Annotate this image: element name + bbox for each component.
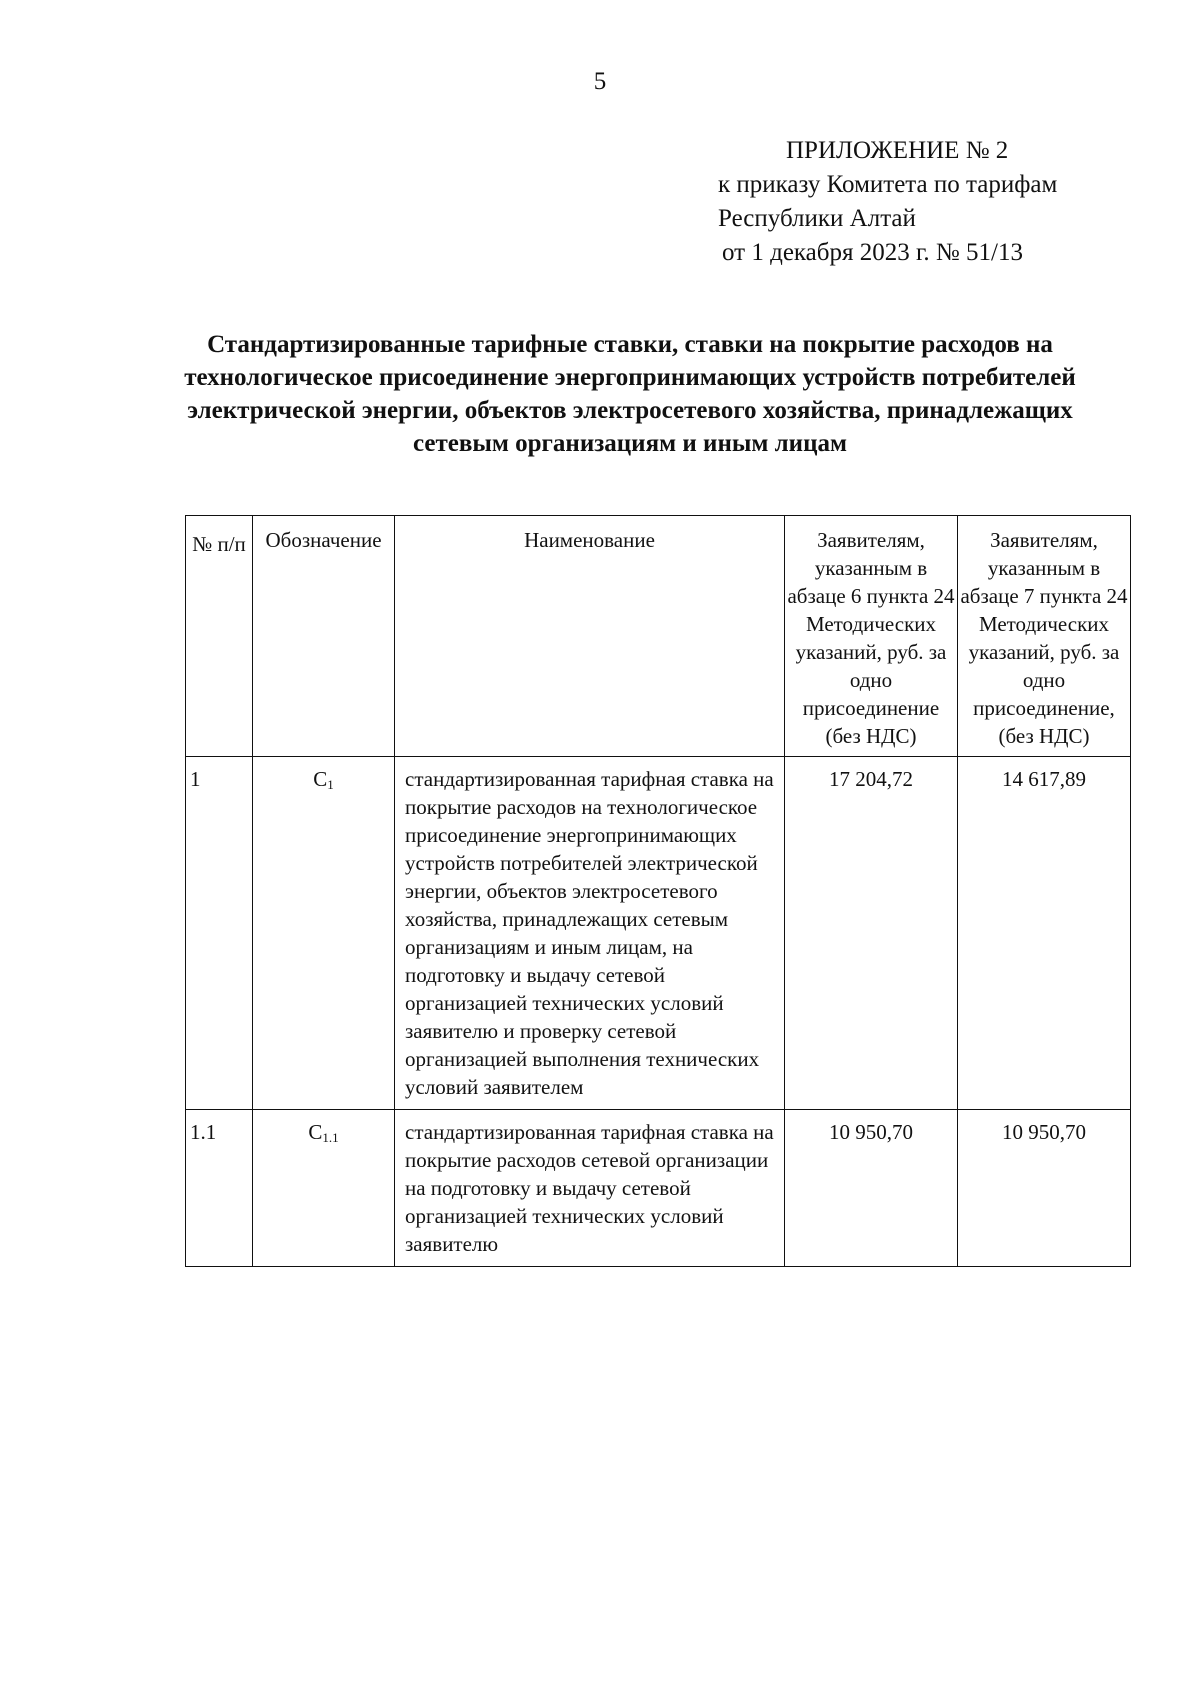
header-applicants-par6: Заявителям, указанным в абзаце 6 пункта 24 Методических указаний, руб. за одно присоединение (без НДС) [785,516,958,757]
row-value-par7: 10 950,70 [958,1110,1131,1267]
row-value-par6: 10 950,70 [785,1110,958,1267]
header-name: Наименование [395,516,785,757]
rates-table [185,515,1131,1267]
row-name: стандартизированная тарифная ставка на покрытие расходов сетевой организации на подготовку и выдачу сетевой организацией технических условий заявителю [395,1110,785,1267]
header-code: Обозначение [253,516,395,757]
row-code [253,757,395,1110]
code-base: C [308,1120,323,1144]
appendix-date-line: от 1 декабря 2023 г. № 51/13 [722,239,1023,266]
code-subscript: 1 [327,777,334,792]
appendix-title: ПРИЛОЖЕНИЕ № 2 [786,137,1009,164]
page-number: 5 [593,68,607,95]
table-header-row [186,516,1131,757]
table-row [186,757,1131,1110]
appendix-region-line: Республики Алтай [718,205,916,232]
header-applicants-par7: Заявителям, указанным в абзаце 7 пункта 24 Методических указаний, руб. за одно присоединение, (без НДС) [958,516,1131,757]
appendix-block [718,134,1138,270]
document-title: Стандартизированные тарифные ставки, ставки на покрытие расходов на технологическое присоединение энергопринимающих устройств потребителей электрической энергии, объектов электросетевого хозяйства, принадлежащих сетевым организациям и иным лицам [184,331,1076,457]
code-subscript: 1.1 [322,1130,339,1145]
row-code [253,1110,395,1267]
row-value-par7: 14 617,89 [958,757,1131,1110]
row-name: стандартизированная тарифная ставка на покрытие расходов на технологическое присоединение энергопринимающих устройств потребителей электрической энергии, объектов электросетевого хозяйства, принадлежащих сетевым организациям и иным лицам, на подготовку и выдачу сетевой организацией технических условий заявителю и проверку сетевой организацией выполнения технических условий заявителем [395,757,785,1110]
appendix-order-line: к приказу Комитета по тарифам [718,171,1058,198]
row-number: 1 [186,757,253,1110]
code-base: C [313,767,328,791]
row-number: 1.1 [186,1110,253,1267]
header-number: № п/п [186,516,253,757]
table-row [186,1110,1131,1267]
row-value-par6: 17 204,72 [785,757,958,1110]
